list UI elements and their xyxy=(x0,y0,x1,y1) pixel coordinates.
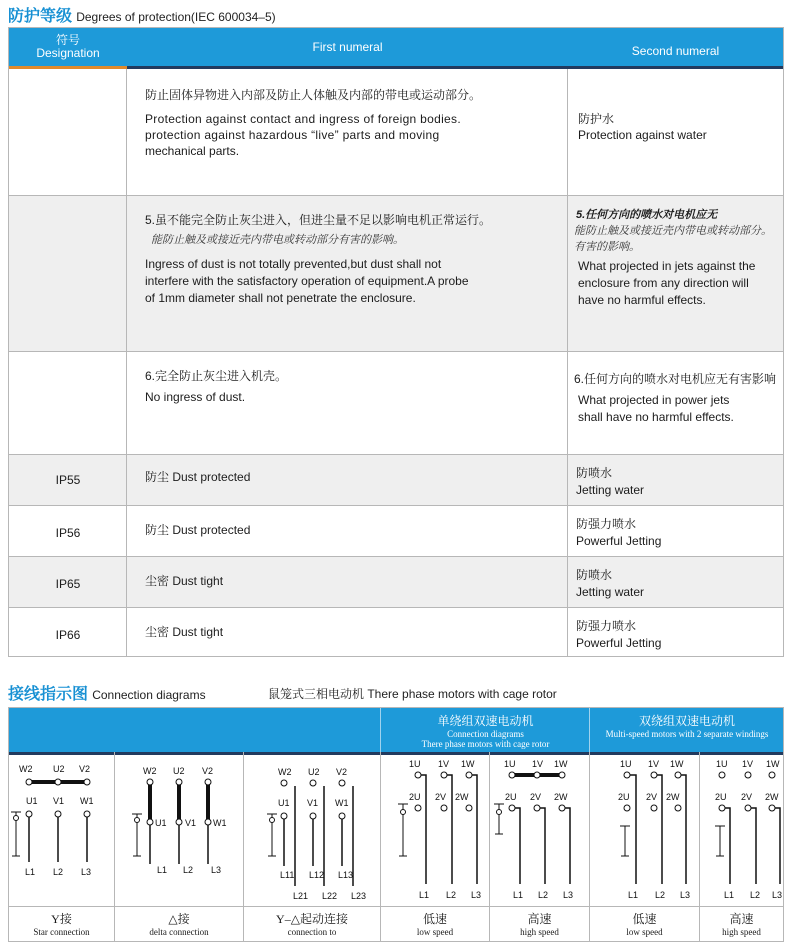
line-label: L2 xyxy=(655,890,666,900)
footer-en: connection to xyxy=(287,927,337,937)
ip-second-en: Jetting water xyxy=(576,585,645,599)
line-label: L2 xyxy=(538,890,549,900)
terminal-label: W2 xyxy=(19,764,33,774)
terminal-label: U2 xyxy=(53,764,65,774)
footer-en: low speed xyxy=(626,927,663,937)
group2-en1: Multi-speed motors with 2 separate windings xyxy=(605,729,769,739)
terminal-label: 2W xyxy=(666,792,680,802)
row1-second-cn: 防护水 xyxy=(578,112,615,126)
group1-en1: Connection diagrams xyxy=(447,729,524,739)
first-numeral-header: First numeral xyxy=(312,39,383,54)
row3-first-cn: 6.完全防止灰尘进入机壳。 xyxy=(145,369,288,383)
line-label: L1 xyxy=(419,890,430,900)
terminal-label: 1W xyxy=(670,759,684,769)
single-winding-group-header xyxy=(380,708,590,752)
two-winding-group-header xyxy=(589,708,784,752)
terminal-label: 2V xyxy=(646,792,658,802)
line-label: L2 xyxy=(53,867,64,877)
terminal-label: 1V xyxy=(532,759,544,769)
ip-second-cn: 防喷水 xyxy=(576,568,613,582)
terminal-label: 1V xyxy=(742,759,754,769)
terminal-label: 1U xyxy=(504,759,516,769)
row1-first-cn: 防止固体异物进入内部及防止人体触及内部的带电或运动部分。 xyxy=(145,88,482,102)
line-label: L23 xyxy=(351,891,367,901)
ip-first: 防尘 Dust protected xyxy=(145,470,251,484)
line-label: L3 xyxy=(471,890,482,900)
row2-first-en2: interfere with the satisfactory operation of equipment.A probe xyxy=(145,274,469,288)
terminal-label: W2 xyxy=(143,766,157,776)
line-label: L22 xyxy=(322,891,338,901)
terminal-label: 1V xyxy=(438,759,450,769)
line-label: L3 xyxy=(680,890,691,900)
terminal-label: 1U xyxy=(716,759,728,769)
line-label: L1 xyxy=(157,865,168,875)
footer-delta xyxy=(115,906,243,942)
connection-title-en: Connection diagrams xyxy=(92,688,206,702)
line-label: L3 xyxy=(772,890,783,900)
terminal-label: 2U xyxy=(409,792,421,802)
terminal-label: 2U xyxy=(715,792,727,802)
terminal-label: 2V xyxy=(741,792,753,802)
terminal-label: W1 xyxy=(80,796,94,806)
connection-table xyxy=(8,707,784,942)
protection-title-en: Degrees of protection(IEC 600034–5) xyxy=(76,10,276,24)
second-numeral-header: Second numeral xyxy=(631,43,720,58)
row3-second-en2: shall have no harmful effects. xyxy=(578,410,734,424)
line-label: L21 xyxy=(293,891,309,901)
terminal-label: 2U xyxy=(618,792,630,802)
star-connection-diagram xyxy=(9,756,114,906)
footer-cn: 高速 xyxy=(729,912,754,926)
footer-cn: 高速 xyxy=(527,912,552,926)
footer-en: high speed xyxy=(520,927,559,937)
line-label: L3 xyxy=(81,867,92,877)
terminal-label: U2 xyxy=(173,766,185,776)
footer-low-speed-2 xyxy=(590,906,699,942)
ip-second-en: Powerful Jetting xyxy=(576,636,662,650)
group1-cn: 单绕组双速电动机 xyxy=(437,714,534,728)
footer-cn: Y–△起动连接 xyxy=(276,912,348,926)
terminal-label: 1W xyxy=(766,759,780,769)
footer-star xyxy=(9,906,114,942)
footer-low-speed-1 xyxy=(381,906,489,942)
row2-first-en3: of 1mm diameter shall not penetrate the enclosure. xyxy=(145,291,416,305)
ip-code: IP65 xyxy=(55,577,81,591)
column-divider xyxy=(567,69,568,656)
row2-first-cn2: 能防止触及或接近壳内带电或转动部分有害的影响。 xyxy=(151,234,404,246)
line-label: L2 xyxy=(446,890,457,900)
single-winding-low-speed-diagram xyxy=(381,756,489,906)
protection-section-title xyxy=(8,3,276,26)
group2-cn: 双绕组双速电动机 xyxy=(638,714,735,728)
ip-first: 防尘 Dust protected xyxy=(145,523,251,537)
ip-code: IP55 xyxy=(55,473,81,487)
terminal-label: U2 xyxy=(308,767,320,777)
terminal-label: U1 xyxy=(26,796,38,806)
two-winding-high-speed-diagram xyxy=(700,756,783,906)
terminal-label: 1W xyxy=(554,759,568,769)
terminal-label: 1U xyxy=(409,759,421,769)
terminal-label: 2V xyxy=(530,792,542,802)
row3-first-en: No ingress of dust. xyxy=(145,390,246,404)
terminal-label: 2U xyxy=(505,792,517,802)
terminal-label: W2 xyxy=(278,767,292,777)
designation-header-cn: 符号 xyxy=(55,33,80,47)
protection-title-cn: 防护等级 xyxy=(8,8,73,25)
row1-first-en1: Protection against contact and ingress of foreign bodies. xyxy=(145,112,461,126)
terminal-label: V2 xyxy=(202,766,214,776)
footer-high-speed-2 xyxy=(700,906,783,942)
row1-first-en3: mechanical parts. xyxy=(145,144,240,158)
column-divider xyxy=(126,69,127,656)
terminal-label: 2W xyxy=(554,792,568,802)
footer-cn: 低速 xyxy=(422,912,447,926)
footer-cn: △接 xyxy=(168,912,190,926)
footer-en: low speed xyxy=(416,927,454,937)
footer-en: high speed xyxy=(722,927,761,937)
terminal-label: 1V xyxy=(648,759,660,769)
connection-title-cn: 接线指示图 xyxy=(8,686,89,703)
terminal-label: V2 xyxy=(336,767,348,777)
ip-second-en: Powerful Jetting xyxy=(576,534,662,548)
line-label: L1 xyxy=(513,890,524,900)
line-label: L2 xyxy=(750,890,761,900)
footer-cn: Y接 xyxy=(51,912,72,926)
two-winding-low-speed-diagram xyxy=(590,756,699,906)
terminal-label: 1U xyxy=(620,759,632,769)
single-winding-high-speed-diagram xyxy=(490,756,589,906)
ip-second-cn: 防喷水 xyxy=(576,466,613,480)
row1-second-en: Protection against water xyxy=(578,128,707,142)
ip-code: IP56 xyxy=(55,526,81,540)
line-label: L11 xyxy=(280,870,295,880)
designation-header xyxy=(9,28,127,66)
terminal-label: W1 xyxy=(335,798,349,808)
terminal-label: V1 xyxy=(185,818,197,828)
y-delta-connection-diagram xyxy=(244,756,380,906)
designation-header-en: Designation xyxy=(36,46,100,60)
row3-second-cn: 6.任何方向的喷水对电机应无有害影响 xyxy=(574,372,777,386)
footer-y-delta xyxy=(244,906,380,942)
protection-table xyxy=(8,27,784,657)
ip-code: IP66 xyxy=(55,628,81,642)
row2-second-en1: What projected in jets against the xyxy=(578,259,756,273)
line-label: L1 xyxy=(724,890,735,900)
protection-table-header xyxy=(9,28,783,66)
header-divider xyxy=(9,752,783,755)
terminal-label: V1 xyxy=(53,796,65,806)
row2-second-cn1: 5.任何方向的喷水对电机应无 xyxy=(576,209,718,221)
footer-en: delta connection xyxy=(149,927,209,937)
ip-first: 尘密 Dust tight xyxy=(145,625,224,639)
row2-second-en3: have no harmful effects. xyxy=(578,293,706,307)
terminal-label: V1 xyxy=(307,798,319,808)
terminal-label: W1 xyxy=(213,818,227,828)
line-label: L2 xyxy=(183,865,194,875)
row2-first-en1: Ingress of dust is not totally prevented,but dust shall not xyxy=(145,257,442,271)
terminal-label: U1 xyxy=(278,798,290,808)
connection-subtitle: 鼠笼式三相电动机 There phase motors with cage rotor xyxy=(268,687,557,701)
row2-second-cn2: 能防止触及或接近壳内带电或转动部分。 xyxy=(574,225,772,237)
line-label: L3 xyxy=(563,890,574,900)
terminal-label: U1 xyxy=(155,818,167,828)
ip-first: 尘密 Dust tight xyxy=(145,574,224,588)
line-label: L13 xyxy=(338,870,354,880)
row2-second-cn3: 有害的影响。 xyxy=(574,241,640,253)
terminal-label: 2W xyxy=(455,792,469,802)
row2-second-en2: enclosure from any direction will xyxy=(578,276,749,290)
delta-connection-diagram xyxy=(115,756,243,906)
row3-second-en1: What projected in power jets xyxy=(578,393,730,407)
line-label: L1 xyxy=(628,890,639,900)
ip-second-cn: 防强力喷水 xyxy=(576,619,637,633)
footer-en: Star connection xyxy=(33,927,90,937)
row1-first-en2: protection against hazardous “live” parts and moving xyxy=(145,128,440,142)
line-label: L3 xyxy=(211,865,222,875)
line-label: L1 xyxy=(25,867,36,877)
row2-first-cn: 5.虽不能完全防止灰尘进入，但进尘量不足以影响电机正常运行。 xyxy=(145,213,492,227)
group1-en2: There phase motors with cage rotor xyxy=(421,739,550,749)
terminal-label: V2 xyxy=(79,764,91,774)
line-label: L12 xyxy=(309,870,325,880)
ip-second-en: Jetting water xyxy=(576,483,645,497)
connection-section-title xyxy=(8,681,206,704)
ip-second-cn: 防强力喷水 xyxy=(576,517,637,531)
footer-cn: 低速 xyxy=(632,912,657,926)
terminal-label: 2W xyxy=(765,792,779,802)
terminal-label: 1W xyxy=(461,759,475,769)
footer-high-speed-1 xyxy=(490,906,589,942)
terminal-label: 2V xyxy=(435,792,447,802)
